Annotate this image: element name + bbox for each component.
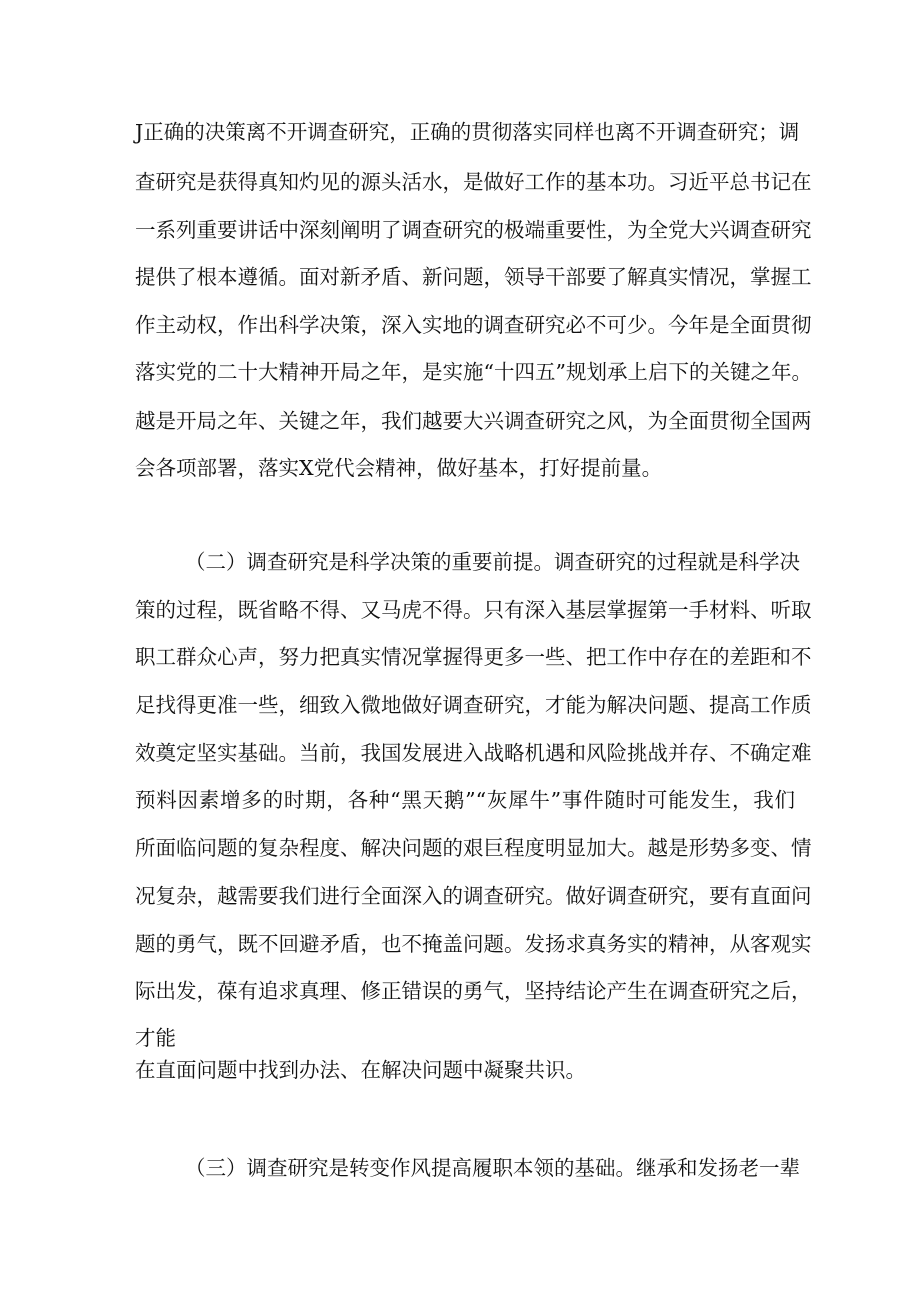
paragraph-line: 足找得更准一些，细致入微地做好调查研究，才能为解决问题、提高工作质	[135, 693, 812, 717]
paragraph-line: （三）调查研究是转变作风提高履职本领的基础。继承和发扬老一辈	[185, 1156, 800, 1180]
paragraph-line: 查研究是获得真知灼见的源头活水，是做好工作的基本功。习近平总书记在	[135, 170, 812, 194]
paragraph-line: 况复杂，越需要我们进行全面深入的调查研究。做好调查研究，要有直面问	[135, 884, 812, 908]
paragraph-line: 会各项部署，落实X党代会精神，做好基本，打好提前量。	[135, 456, 663, 480]
paragraph-line: 所面临问题的复杂程度、解决问题的艰巨程度明显加大。越是形势多变、情	[135, 836, 812, 860]
paragraph-line: （二）调查研究是科学决策的重要前提。调查研究的过程就是科学决	[185, 550, 800, 574]
paragraph-line: 预料因素增多的时期，各种“黑天鹅”“灰犀牛”事件随时可能发生，我们	[135, 788, 795, 812]
paragraph-line: 职工群众心声，努力把真实情况掌握得更多一些、把工作中存在的差距和不	[135, 645, 812, 669]
paragraph-line: 作主动权，作出科学决策，深入实地的调查研究必不可少。今年是全面贯彻	[135, 313, 812, 337]
paragraph-line: 效奠定坚实基础。当前，我国发展进入战略机遇和风险挑战并存、不确定难	[135, 741, 812, 765]
paragraph-line: 策的过程，既省略不得、又马虎不得。只有深入基层掌握第一手材料、听取	[135, 598, 812, 622]
paragraph-line: 越是开局之年、关键之年，我们越要大兴调查研究之风，为全面贯彻全国两	[135, 409, 812, 433]
paragraph-line: 落实党的二十大精神开局之年，是实施“十四五”规划承上启下的关键之年。	[135, 360, 812, 384]
paragraph-line: 提供了根本遵循。面对新矛盾、新问题，领导干部要了解真实情况，掌握工	[135, 265, 812, 289]
paragraph-line: 在直面问题中找到办法、在解决问题中凝聚共识。	[135, 1058, 586, 1082]
paragraph-line: 题的勇气，既不回避矛盾，也不掩盖问题。发扬求真务实的精神，从客观实	[135, 932, 812, 956]
paragraph-line: 际出发，葆有追求真理、修正错误的勇气，坚持结论产生在调查研究之后，	[135, 979, 812, 1003]
paragraph-line: J正确的决策离不开调查研究，正确的贯彻落实同样也离不开调查研究；调	[135, 120, 800, 144]
paragraph-line: 一系列重要讲话中深刻阐明了调查研究的极端重要性，为全党大兴调查研究	[135, 218, 812, 242]
paragraph-line: 才能	[135, 1026, 176, 1050]
